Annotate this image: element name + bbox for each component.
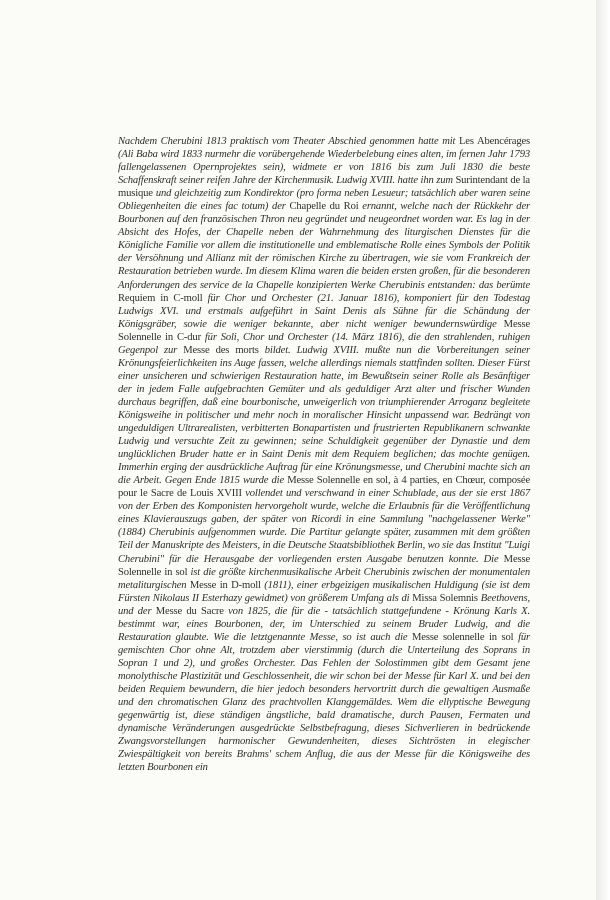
text-run: (1811), einer erbgeizigen musikalischen Huldigung (sie ist dem Fürsten Nikolaus II Esterhazy gewidmet) von größerem Umfang als di — [118, 579, 530, 604]
body-text — [118, 135, 530, 774]
text-run: Nachdem Cherubini 1813 praktisch vom Theater Abschied genommen hatte mit — [118, 136, 459, 147]
work-title: Chapelle du Roi — [289, 201, 359, 213]
work-title: Messe solennelle in sol — [412, 631, 514, 643]
text-run: bildet. Ludwig XVIII. mußte nun die Vorbereitungen seiner Krönungsfeierlichkeiten ins Auge fassen, welche allerdings niemals stattfinden sollten. Dieser Fürst einer unsicheren und schwierigen Restauration hatte, im Bewußtsein seiner Rolle als Besänftiger der in jedem Falle aufgebrachten Gemüter und als geduldiger Arzt alter und frischer Wunden durchaus begriffen, daß eine bourbonische, unweigerlich von triumphierender Arroganz begleitete Königsweihe in politischer und mehr noch in moralischer Hinsicht unpassend war. Bedrängt von ungeduldigen Ultrarealisten, verbitterten Bonapartisten und frustrierten Republikanern schwankte Ludwig und versuchte Zeit zu gewinnen; seine Schuldigkeit gegenüber der Dynastie und dem unglücklichen Bruder hatte er in Saint Denis mit dem Requiem beglichen; das mochte genügen. Immerhin erging der ausdrückliche Auftrag für eine Krönungsmesse, und Cherubini machte sich an die Arbeit. Gegen Ende 1815 wurde die — [118, 344, 531, 487]
text-run: für gemischten Chor ohne Alt, trotzdem aber vierstimmig (durch die Unterteilung des Soprans in Sopran 1 und 2), und großes Orchester. Das Fehlen der Solostimmen gibt dem Gesamt jene monolythische Plastizität und Geschlossenheit, die wir schon bei der Messe für Karl X. und bei den beiden Requiem bewundern, die hier jedoch besonders hervortritt durch die gewaltigen Ausmaße und den chromatischen Glanz des prachtvollen Klanggemäldes. Wem die ellyptische Bewegung gegenwärtig ist, diese ständigen ängstliche, bald dramatische, durch Pausen, Fermaten und dynamische Veränderungen ausgedrückte Selbstbefragung, dieses Sichverlieren in bedrückende Zwangsvorstellungen harmonischer Gewundenheiten, dieses Sichtrösten in elegischer Zwiespältigkeit von bereits Brahms' schem Anflug, die aus der Messe für die Königsweihe des letzten Bourbonen ein — [118, 631, 530, 774]
work-title: Messe Solennelle in sol — [118, 553, 530, 578]
work-title: Requiem in C-moll — [118, 292, 203, 304]
text-run: ist die größte kirchenmusikalische Arbeit Cherubinis zwischen der monumentalen metaliturgischen — [118, 566, 530, 591]
text-run: ernannt, welche nach der Rückkehr der Bourbonen auf den französischen Thron neu gegründet und neugeordnet worden war. Es lag in der Absicht des Hofes, der Chapelle neben der Wahrnehmung des liturgischen Dienstes für die Königliche Familie vor allem die institutionelle und emblematische Rolle eines Symbols der Politik der Versöhnung und Allianz mit der römischen Kirche zu übertragen, wie sie vom Frankreich der Restauration betrieben wurde. Im diesem Klima waren die beiden ersten großen, für die besonderen Anforderungen des service de la Chapelle konzipierten Werke Cherubinis entstanden: das berümte — [118, 201, 530, 291]
work-title: Messe des morts — [183, 344, 259, 356]
work-title: Messe in D-moll — [189, 579, 261, 591]
work-title: Missa Solemnis — [412, 592, 478, 604]
work-title: Les Abencérages — [458, 136, 530, 147]
text-run: (Ali Baba wird 1833 nurmehr die vorübergehende Wiederbelebung eines alten, im fernen Jahr 1793 fallengelassenen Opernprojektes sein), widmete er von 1816 bis zum Juli 1830 die beste Schaffenskraft seiner reifen Jahre der Kirchenmusik. Ludwig XVIII. hatte ihn zum — [118, 149, 530, 187]
work-title: Messe Solennelle en sol, à 4 parties, en Chœur, composée pour le Sacre de Louis XVIII — [118, 475, 530, 500]
text-run: und gleichzeitig zum Kondirektor (pro forma neben Lesueur; tatsächlich aber waren seine Obliegenheiten die eines fac totum) der — [118, 188, 530, 213]
text-run: Beethovens, und der — [118, 592, 530, 617]
work-title: Surintendant de la musique — [118, 175, 530, 200]
text-run: von 1825, die für die - tatsächlich stattgefundene - Krönung Karls X. bestimmt war, eines Bourbonen, der, im Unterschied zu seinem Bruder Ludwig, and die Restauration glaubte. Wie die letztgenannte Messe, so ist auch die — [118, 605, 530, 643]
text-run: für Chor und Orchester (21. Januar 1816), komponiert für den Todestag Ludwigs XVI. und erstmals aufgeführt in Saint Denis als Sühne für die Schändung der Königsgräber, sowie die weniger bekannte, aber nicht weniger bewundernswürdige — [118, 292, 530, 330]
work-title: Messe Solennelle in C-dur — [118, 318, 530, 343]
text-run: für Soli, Chor und Orchester (14. März 1816), die den strahlenden, ruhigen Gegenpol zur — [118, 331, 531, 356]
page-edge — [596, 0, 610, 900]
work-title: Messe du Sacre — [155, 605, 224, 617]
text-run: vollendet und verschwand in einer Schublade, aus der sie erst 1867 von der Erben des Komponisten hervorgeholt wurde, welche die Erlaubnis für die Veröffentlichung eines Klavierauszugs gaben, der später von Ricordi in eine Sammlung "nachgelassener Werke" (1884) Cherubinis aufgenommen wurde. Die Partitur gelangte später, zusammen mit dem größten Teil der Manuskripte des Meisters, in die Deutsche Staatsbibliothek Berlin, wo sie das Institut "Luigi Cherubini" für die Herausgabe der vorliegenden ersten Ausgabe benutzen konnte. Die — [118, 488, 530, 565]
